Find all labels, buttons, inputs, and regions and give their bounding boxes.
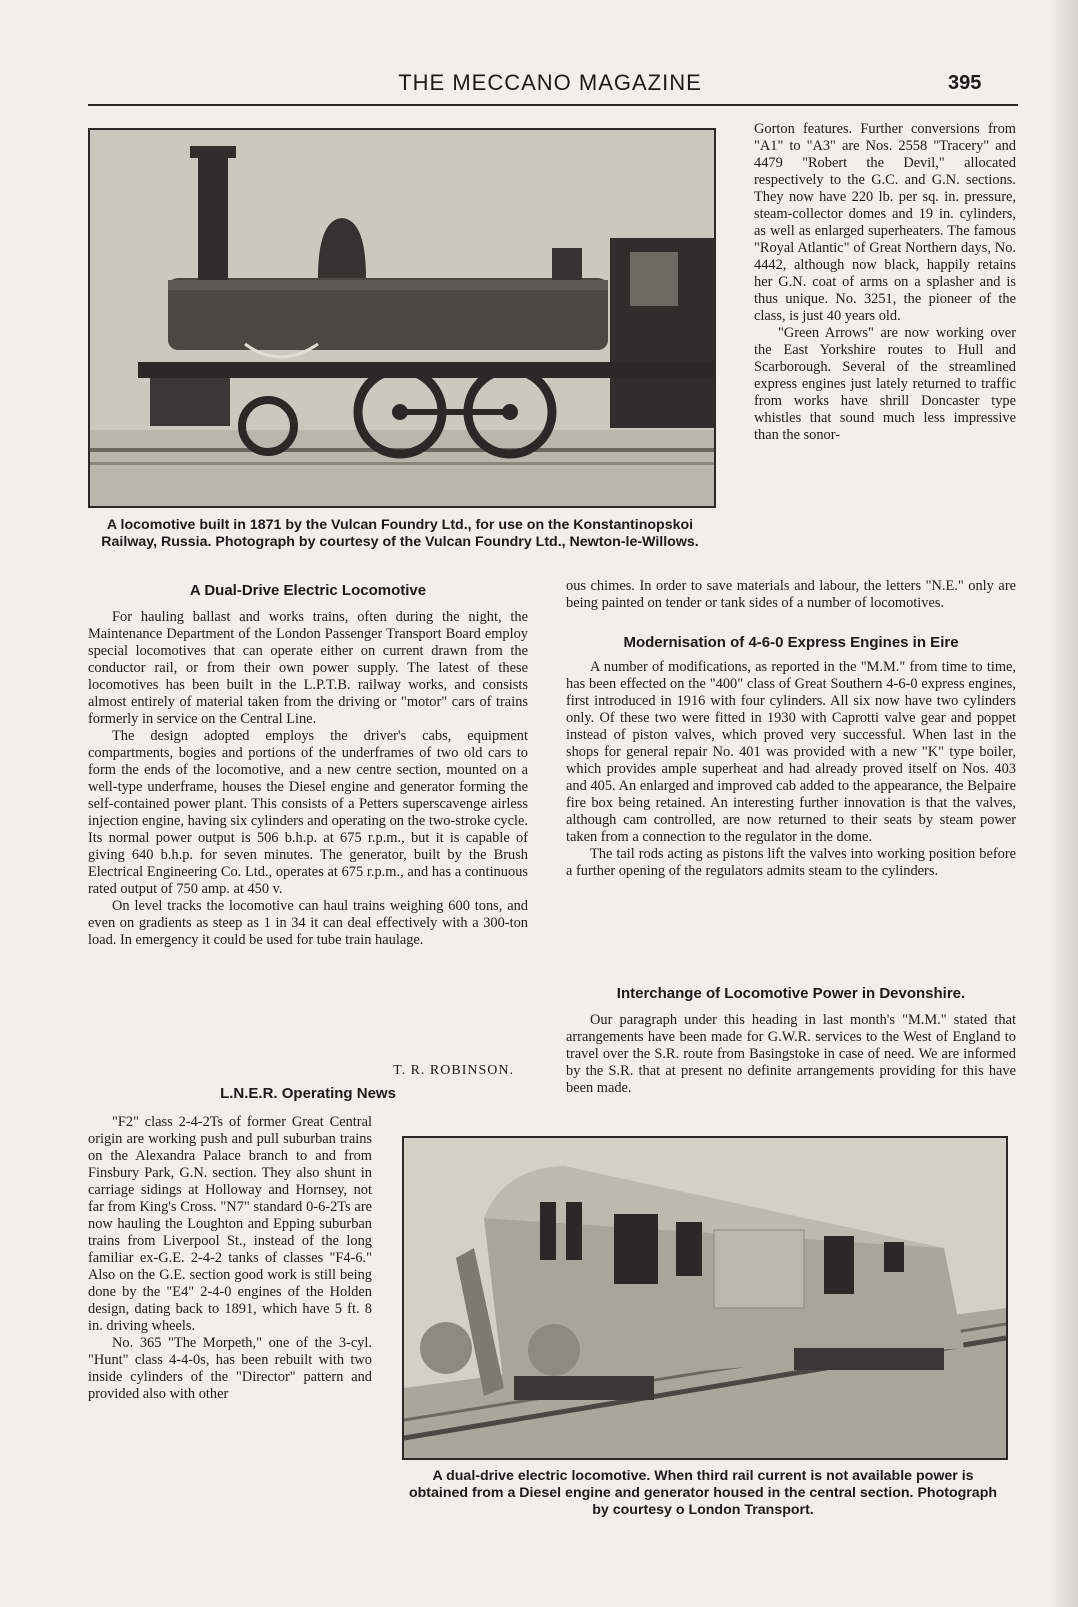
locomotive-1871-photo (88, 128, 716, 508)
author-signature: T. R. ROBINSON. (393, 1063, 514, 1078)
paragraph: No. 365 "The Morpeth," one of the 3-cyl. "Hunt" class 4-4-0s, has been rebuilt with two inside cylinders of the "Director" pattern and provided also with other (88, 1335, 372, 1402)
dual-drive-body (88, 609, 528, 949)
lner-body (88, 1114, 372, 1403)
paragraph: Gorton features. Further conversions from "A1" to "A3" are Nos. 2558 "Tracery" and 4479 "Robert the Devil," allocated respectively to the G.C. and G.N. sections. They now have 220 lb. per sq. in. pressure, steam-collector domes and 19 in. cylinders, as well as enlarged superheaters. The famous "Royal Atlantic" of Great Northern days, No. 4442, although now black, happily retains her G.N. coat of arms on a splasher and is thus unique. No. 3251, the pioneer of the class, is just 40 years old. (754, 121, 1016, 324)
page-edge-shadow (1050, 0, 1078, 1607)
electric-locomotive-icon (404, 1138, 1006, 1458)
paragraph: "Green Arrows" are now working over the East Yorkshire routes to Hull and Scarborough. Several of the streamlined express engines just lately returned to traffic from works have shrill Doncaster type whistles that sound much less impressive than the sonor- (754, 325, 1016, 443)
magazine-title: THE MECCANO MAGAZINE (398, 70, 702, 95)
right-column-continuation: ous chimes. In order to save materials and labour, the letters "N.E." only are being painted on tender or tank sides of a number of locomotives. (566, 578, 1016, 611)
eire-body (566, 659, 1016, 880)
page-number: 395 (948, 72, 982, 94)
section-heading-eire: Modernisation of 4-6-0 Express Engines in Eire (623, 634, 959, 651)
section-heading-lner: L.N.E.R. Operating News (220, 1085, 396, 1102)
section-heading-devonshire: Interchange of Locomotive Power in Devonshire. (616, 985, 966, 1002)
header-rule (88, 104, 1018, 106)
paragraph: "F2" class 2-4-2Ts of former Great Central origin are working push and pull suburban trains on the Alexandra Palace branch to and from Finsbury Park, G.N. section. They also shunt in carriage sidings at Holloway and Hornsey, not far from King's Cross. "N7" standard 0-6-2Ts are now hauling the Loughton and Epping suburban trains from Liverpool St., instead of the long familiar ex-G.E. 2-4-2 tanks of classes "F4-6." Also on the G.E. section good work is still being done by the "E4" 2-4-0 engines of the Holden design, dating back to 1891, which have 5 ft. 8 in. driving wheels. (88, 1114, 372, 1334)
paragraph: The design adopted employs the driver's cabs, equipment compartments, bogies and portions of the underframes of two old cars to form the ends of the locomotive, and a new centre section, mounted on a well-type underframe, houses the Diesel engine and generator forming the self-contained power plant. This consists of a Petters superscavenge airless injection engine, having six cylinders and operating on the two-stroke cycle. Its normal power output is 506 b.h.p. at 675 r.p.m., but it is capable of giving 640 b.h.p. for seven minutes. The generator, built by the Brush Electrical Engineering Co. Ltd., operates at 675 r.p.m., and has a continuous rated output of 750 amp. at 450 v. (88, 728, 528, 897)
figure2-caption: A dual-drive electric locomotive. When third rail current is not available power is obtained from a Diesel engine and generator housed in the central section. Photograph by courtesy o London Transport. (408, 1468, 998, 1518)
steam-locomotive-icon (90, 130, 714, 506)
dual-drive-locomotive-photo (402, 1136, 1008, 1460)
paragraph: Our paragraph under this heading in last month's "M.M." stated that arrangements have been made for G.W.R. services to the West of England to travel over the S.R. route from Basingstoke in case of need. We are informed by the S.R. that at present no definite arrangements providing for this have been made. (566, 1012, 1016, 1096)
paragraph: A number of modifications, as reported in the "M.M." from time to time, has been effected on the "400" class of Great Southern 4-6-0 express engines, first introduced in 1916 with four cylinders. All six now have two cylinders only. Of these two were fitted in 1930 with Caprotti valve gear and poppet instead of piston valves, which proved very successful. When last in the shops for general repair No. 401 was provided with a new "K" type boiler, which provides ample superheat and had already proved itself on Nos. 403 and 405. An enlarged and improved cab added to the appearance, the Belpaire fire box being retained. An interesting further innovation is that the valves, although cam controlled, are now returned to their seats by steam power taken from a connection to the regulator in the dome. (566, 659, 1016, 845)
devonshire-body (566, 1012, 1016, 1097)
section-heading-dual-drive: A Dual-Drive Electric Locomotive (189, 582, 427, 599)
figure1-caption: A locomotive built in 1871 by the Vulcan Foundry Ltd., for use on the Konstantinopskoi Railway, Russia. Photograph by courtesy of the Vulcan Foundry Ltd., Newton-le-Willows. (101, 517, 699, 550)
paragraph: The tail rods acting as pistons lift the valves into working position before a further opening of the regulators admits steam to the cylinders. (566, 846, 1016, 879)
paragraph: On level tracks the locomotive can haul trains weighing 600 tons, and even on gradients as steep as 1 in 34 it can deal effectively with a 300-ton load. In emergency it could be used for tube train haulage. (88, 898, 528, 948)
right-column-text (754, 121, 1016, 444)
paragraph: For hauling ballast and works trains, often during the night, the Maintenance Department of the London Passenger Transport Board employ special locomotives that can operate either on current drawn from the conductor rail, or from their own power supply. The latest of these locomotives has been built in the L.P.T.B. railway works, and consists almost entirely of material taken from the driving or "motor" cars of trains formerly in service on the Central Line. (88, 609, 528, 727)
